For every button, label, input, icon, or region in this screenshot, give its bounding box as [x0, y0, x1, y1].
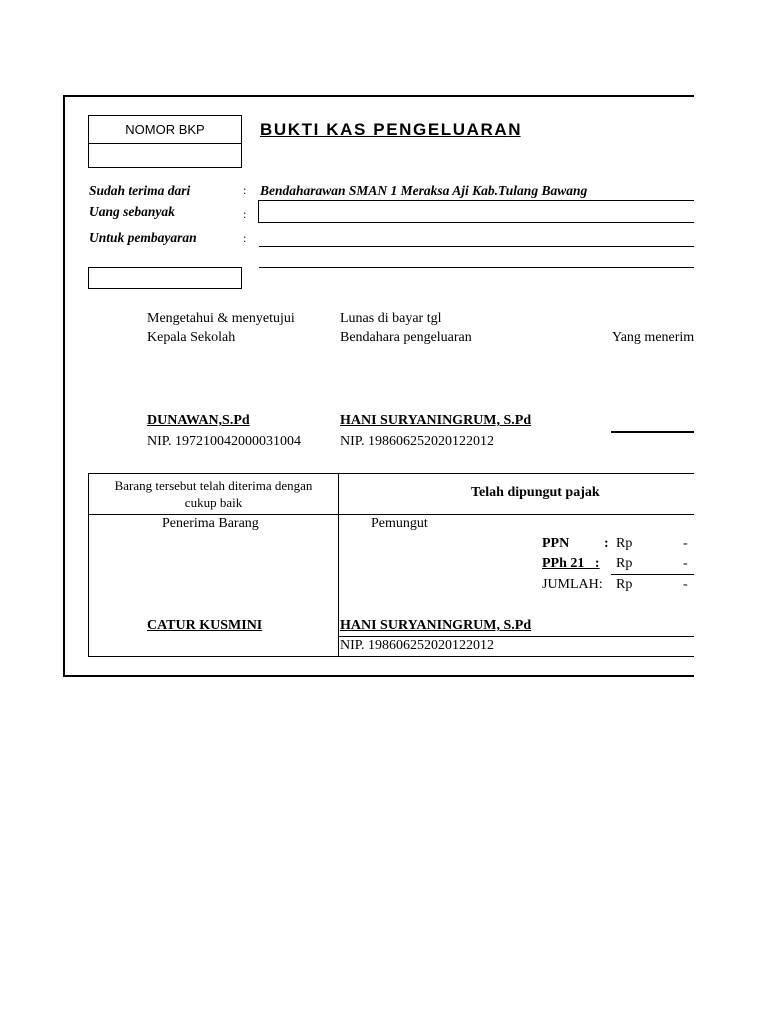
untuk-pembayaran-label: Untuk pembayaran — [89, 230, 197, 245]
penerima-barang-text: Penerima Barang — [162, 516, 259, 531]
kepala-nip: NIP. 197210042000031004 — [147, 434, 302, 449]
sudah-terima-value: Bendaharawan SMAN 1 Meraksa Aji Kab.Tulang Bawang — [260, 183, 588, 198]
sudah-terima-label: Sudah terima dari — [89, 183, 191, 198]
pph21-label: PPh 21 : — [542, 556, 600, 571]
table-divider-vertical — [338, 473, 339, 657]
jumlah-label: JUMLAH: — [542, 577, 603, 592]
kepala-sekolah-text: Kepala Sekolah — [147, 330, 236, 345]
uang-sebanyak-colon: : — [243, 207, 247, 221]
penerima-signature-line — [611, 431, 694, 433]
table-divider-horizontal — [88, 514, 694, 515]
barang-header-line-2: cukup baik — [184, 495, 243, 510]
bendahara-name: HANI SURYANINGRUM, S.Pd — [340, 413, 532, 428]
barang-header — [89, 477, 338, 511]
nomor-bkp-label: NOMOR BKP — [125, 122, 205, 137]
bendahara-nip: NIP. 198606252020122012 — [340, 434, 495, 449]
pph21-sum-line — [611, 574, 694, 575]
bendahara-text: Bendahara pengeluaran — [340, 330, 472, 345]
pemungut-text: Pemungut — [371, 516, 428, 531]
ppn-label: PPN — [542, 536, 570, 551]
ppn-colon: : — [604, 536, 609, 551]
uang-sebanyak-label: Uang sebanyak — [89, 204, 175, 219]
amount-box[interactable] — [88, 267, 242, 289]
pajak-header: Telah dipungut pajak — [471, 485, 600, 500]
yang-menerima-text: Yang menerim — [612, 330, 694, 345]
mengetahui-text: Mengetahui & menyetujui — [147, 311, 295, 326]
lunas-text: Lunas di bayar tgl — [340, 311, 442, 326]
ppn-value: - — [683, 536, 688, 551]
untuk-pembayaran-colon: : — [243, 231, 247, 245]
untuk-pembayaran-line-1[interactable] — [259, 246, 694, 247]
pph21-currency: Rp — [616, 556, 633, 571]
untuk-pembayaran-line-2[interactable] — [259, 267, 694, 268]
nomor-bkp-value-box[interactable] — [88, 143, 242, 168]
barang-header-line-1: Barang tersebut telah diterima dengan — [114, 478, 313, 493]
document-title-main: BUKTI KAS PENGELUARA — [260, 120, 509, 139]
kepala-name: DUNAWAN,S.Pd — [147, 413, 250, 428]
pemungut-nip: NIP. 198606252020122012 — [340, 638, 495, 653]
ppn-currency: Rp — [616, 536, 633, 551]
penerima-name: CATUR KUSMINI — [147, 618, 263, 633]
document-title-tail: N — [508, 120, 521, 139]
jumlah-currency: Rp — [616, 577, 633, 592]
nomor-bkp-label-box — [88, 115, 242, 144]
uang-sebanyak-field[interactable] — [258, 200, 694, 223]
pemungut-row-line — [338, 636, 694, 637]
pph21-value: - — [683, 556, 688, 571]
pemungut-name: HANI SURYANINGRUM, S.Pd — [340, 618, 532, 633]
document-title — [260, 120, 521, 140]
jumlah-value: - — [683, 577, 688, 592]
sudah-terima-colon: : — [243, 183, 247, 197]
